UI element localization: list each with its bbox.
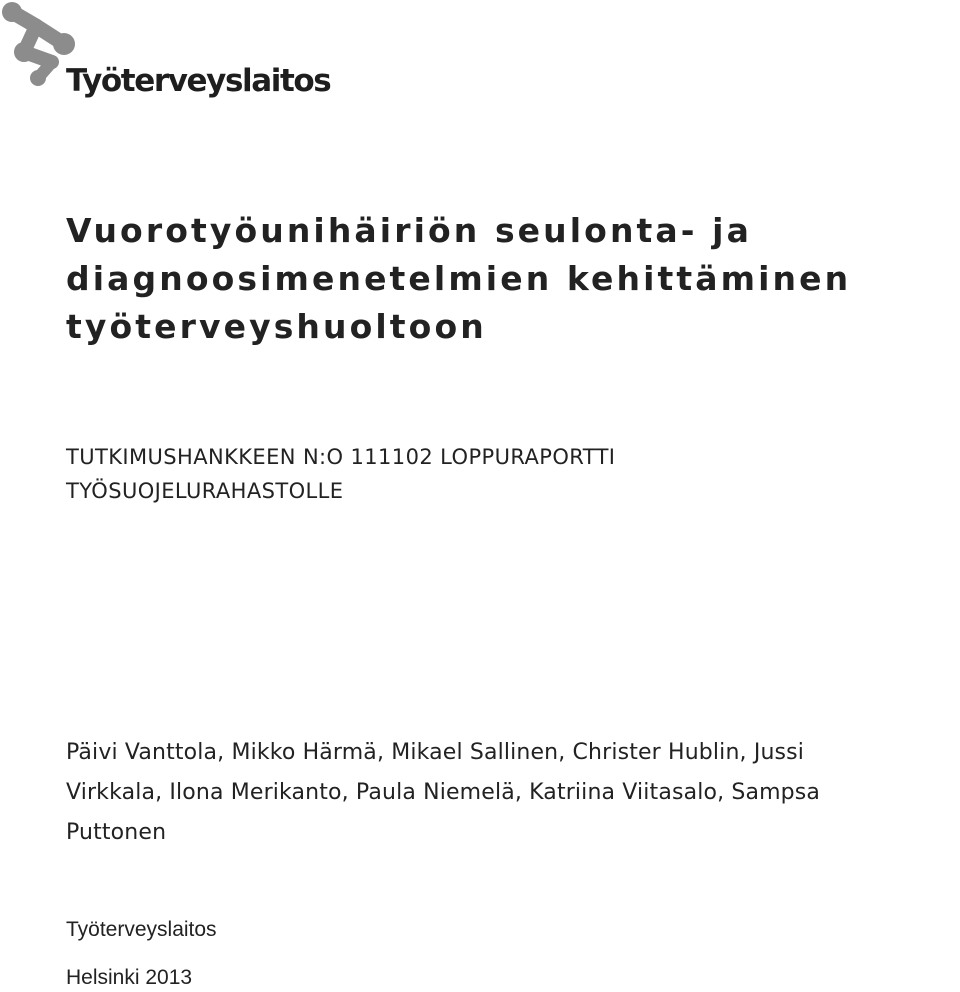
publisher: Työterveyslaitos	[66, 918, 217, 941]
logo	[0, 0, 330, 112]
report-subtitle-line: TUTKIMUSHANKKEEN N:O 111102 LOPPURAPORTTI	[66, 445, 616, 469]
report-subtitle-line: TYÖSUOJELURAHASTOLLE	[66, 479, 344, 503]
author-line: Virkkala, Ilona Merikanto, Paula Niemelä, Katriina Viitasalo, Sampsa	[66, 780, 821, 805]
author-line: Puttonen	[66, 820, 167, 845]
report-subtitle	[66, 440, 615, 508]
report-title-line: Vuorotyöunihäiriön seulonta- ja	[66, 211, 752, 250]
report-title-line: diagnoosimenetelmien kehittäminen	[66, 259, 852, 298]
author-list	[66, 733, 958, 853]
author-line: Päivi Vanttola, Mikko Härmä, Mikael Sallinen, Christer Hublin, Jussi	[66, 740, 805, 765]
publication-place-year: Helsinki 2013	[66, 966, 193, 989]
report-title-line: työterveyshuoltoon	[66, 307, 487, 346]
logo-wordmark: Työterveyslaitos	[66, 63, 331, 99]
report-title	[66, 207, 851, 351]
